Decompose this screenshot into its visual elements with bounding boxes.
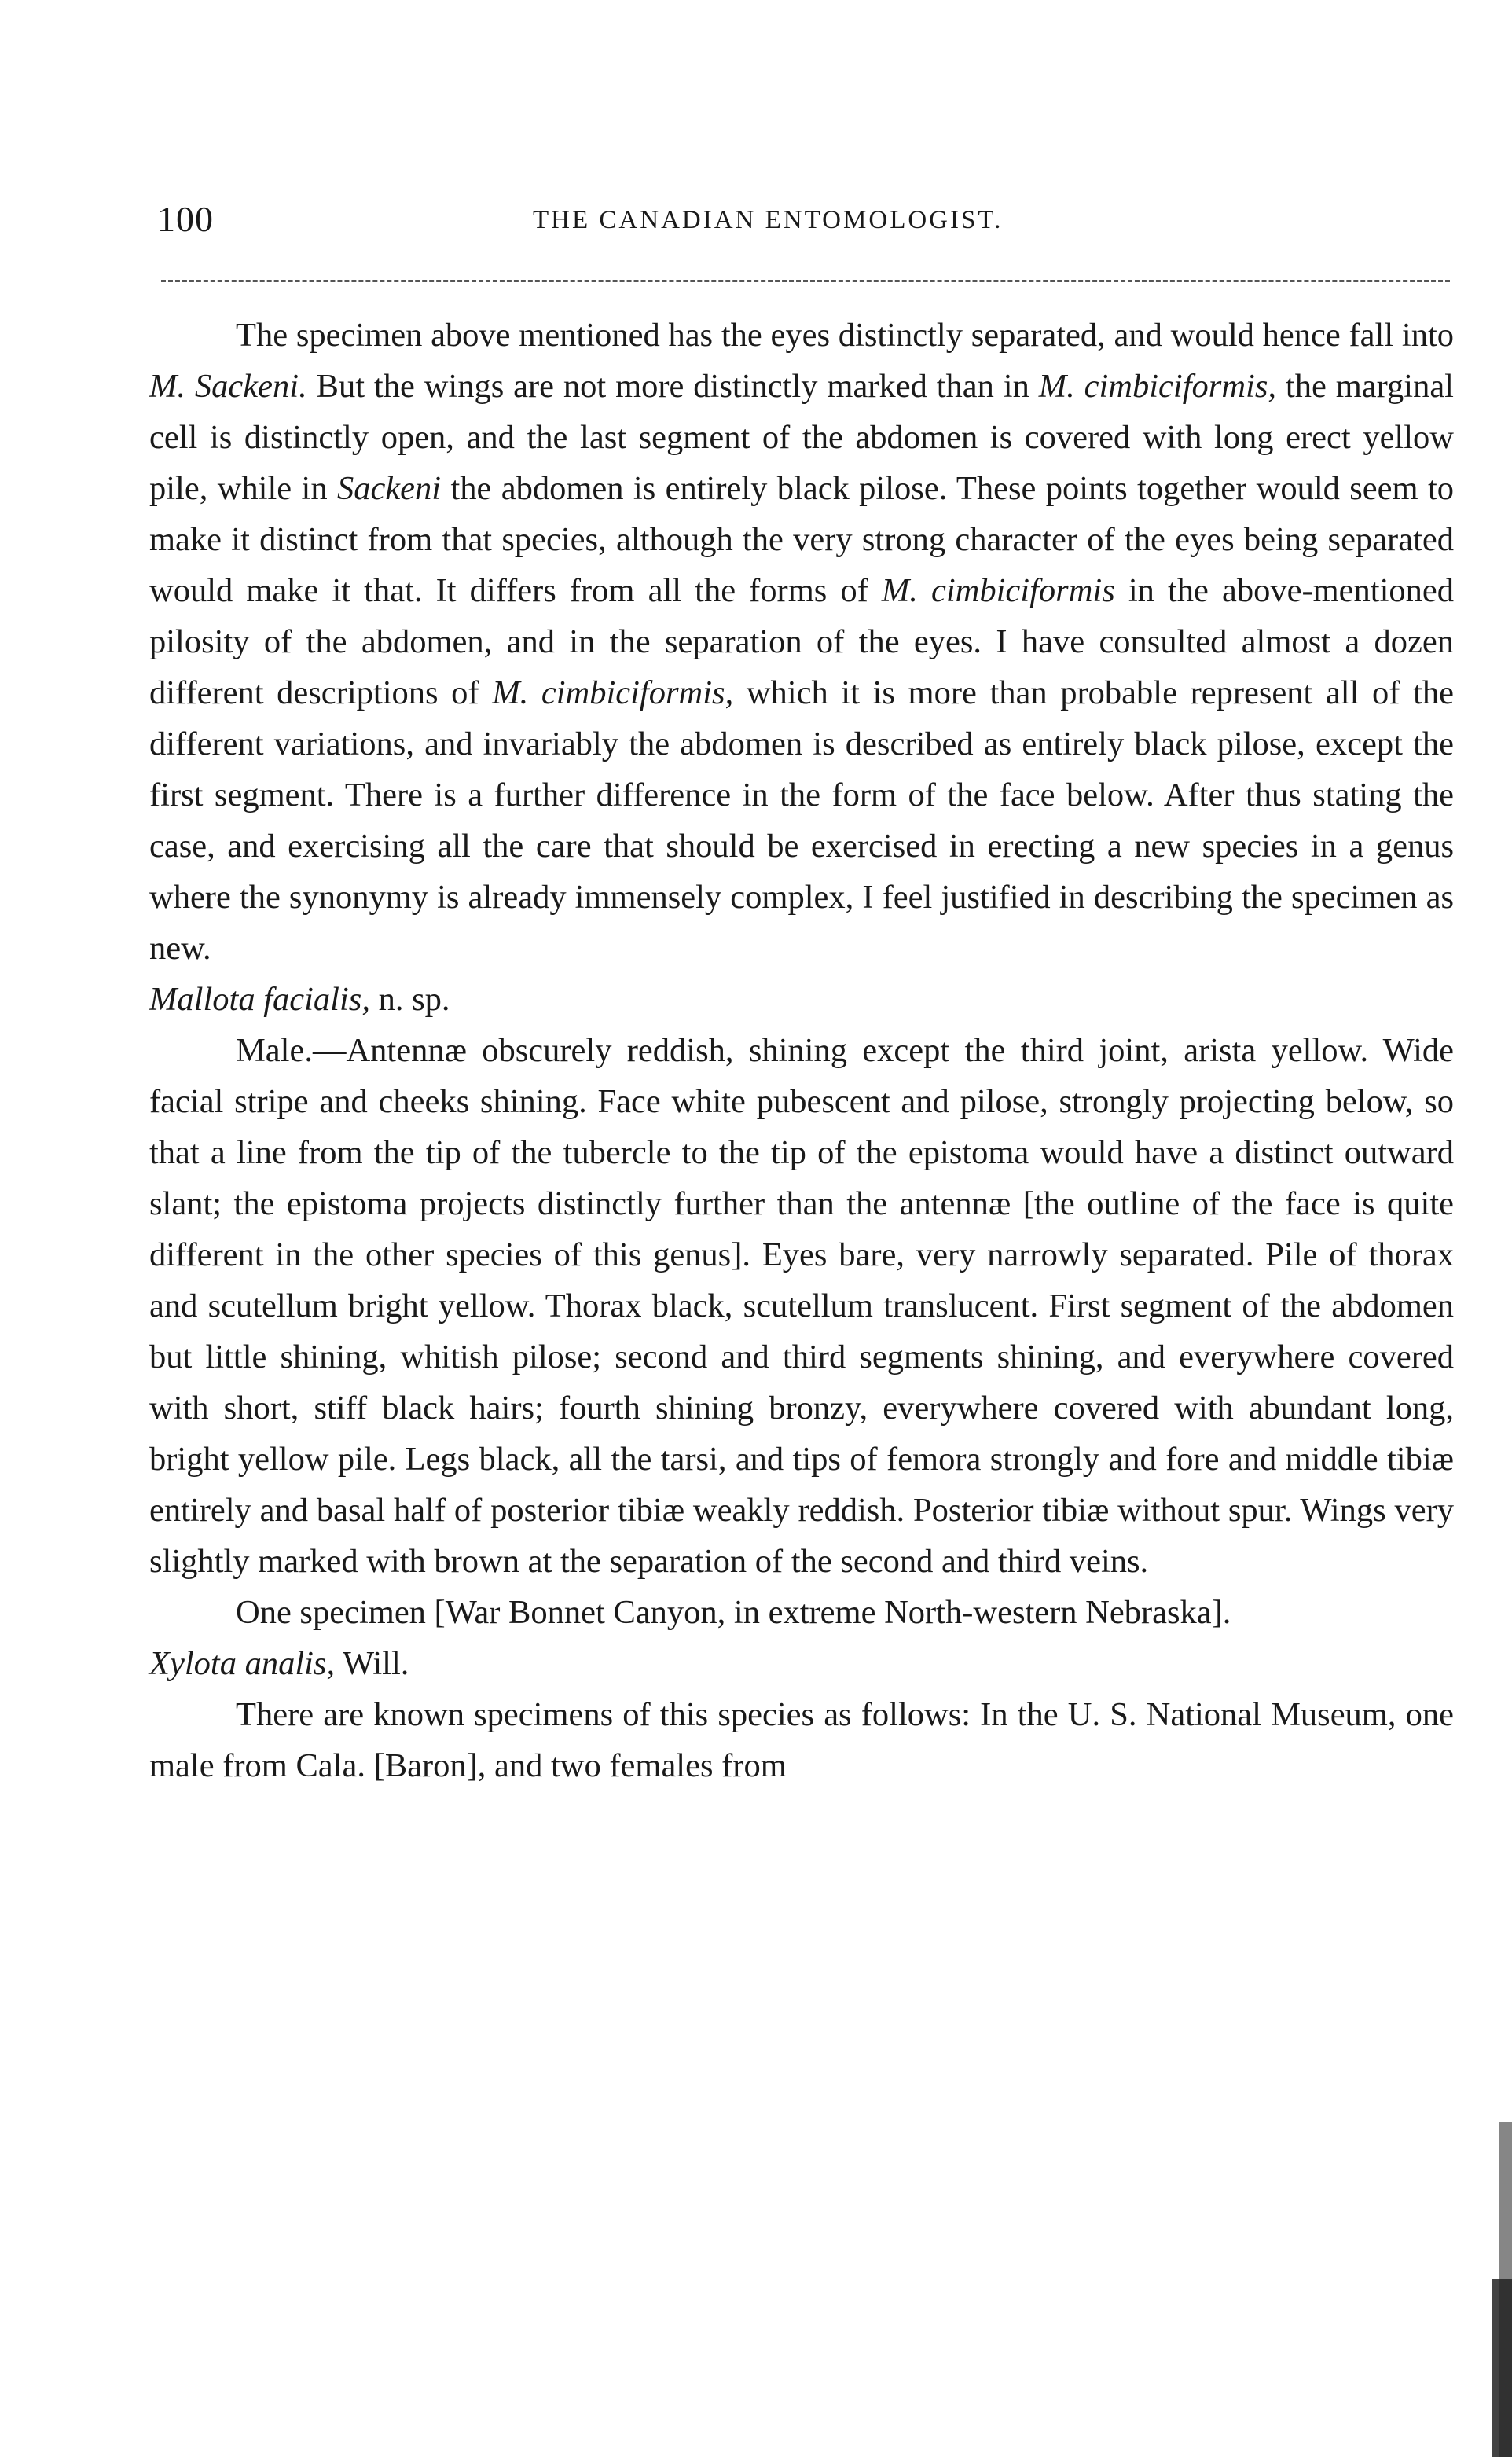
taxon-name: M. cimbiciformis xyxy=(881,572,1115,609)
taxon-name: M. Sackeni. xyxy=(149,368,307,405)
article-body xyxy=(149,310,1454,1791)
page-number: 100 xyxy=(157,199,214,239)
taxon-name: M. cimbiciformis, xyxy=(1038,368,1276,405)
page-edge-shadow xyxy=(1492,2279,1512,2457)
paragraph: The specimen above mentioned has the eyes distinctly separated, and would hence fall into M. Sackeni. But the wings are not more distinctly marked than in M. cimbiciformis, the marginal cell is distinctly open, and the last segment of the abdomen is covered with long erect yellow pile, while in Sackeni the abdomen is entirely black pilose. These points together would seem to make it distinct from that species, although the very strong character of the eyes being separated would make it that. It differs from all the forms of M. cimbiciformis in the above-mentioned pilosity of the abdomen, and in the separation of the eyes. I have consulted almost a dozen different descriptions of M. cimbiciformis, which it is more than probable represent all of the different variations, and invariably the abdomen is described as entirely black pilose, except the first segment. There is a further difference in the form of the face below. After thus stating the case, and exercising all the care that should be exercised in erecting a new species in a genus where the synonymy is already immensely complex, I feel justified in describing the specimen as new. xyxy=(149,317,1455,967)
running-head: THE CANADIAN ENTOMOLOGIST. xyxy=(533,206,1004,234)
header-rule xyxy=(161,280,1450,282)
species-heading: Mallota facialis, n. sp. xyxy=(149,981,450,1018)
taxon-name: Sackeni xyxy=(336,470,442,507)
species-heading: Xylota analis, Will. xyxy=(149,1645,409,1682)
taxon-name: M. cimbiciformis, xyxy=(492,674,734,711)
taxon-name: Xylota analis, xyxy=(149,1645,336,1682)
paragraph: Male.—Antennæ obscurely reddish, shining except the third joint, arista yellow. Wide facial stripe and cheeks shining. Face white pubescent and pilose, strongly projecting below, so that a line from the tip of the tubercle to the tip of the epistoma would have a distinct outward slant; the epistoma projects distinctly further than the antennæ [the outline of the face is quite different in the other species of this genus]. Eyes bare, very narrowly separated. Pile of thorax and scutellum bright yellow. Thorax black, scutellum translucent. First segment of the abdomen but little shining, whitish pilose; second and third segments shining, and everywhere covered with short, stiff black hairs; fourth shining bronzy, everywhere covered with abundant long, bright yellow pile. Legs black, all the tarsi, and tips of femora strongly and fore and middle tibiæ entirely and basal half of posterior tibiæ weakly reddish. Posterior tibiæ without spur. Wings very slightly marked with brown at the separation of the second and third veins. xyxy=(149,1032,1454,1580)
paragraph: There are known specimens of this species as follows: In the U. S. National Museum, one male from Cala. [Baron], and two females from xyxy=(149,1696,1454,1784)
page-header xyxy=(157,198,1454,245)
paragraph: One specimen [War Bonnet Canyon, in extreme North-western Nebraska]. xyxy=(236,1594,1231,1631)
taxon-name: Mallota facialis, xyxy=(149,981,370,1018)
